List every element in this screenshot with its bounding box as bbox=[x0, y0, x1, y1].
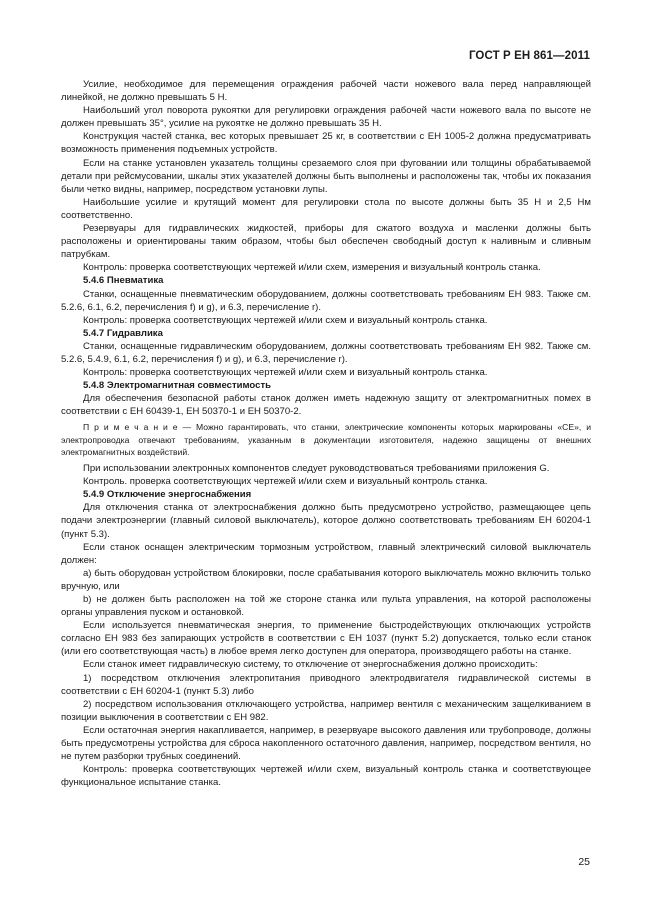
paragraph: Если станок оснащен электрическим тормозным устройством, главный электрический силовой выключатель должен: bbox=[61, 541, 591, 566]
paragraph: Контроль: проверка соответствующих чертежей и/или схем, измерения и визуальный контроль станка. bbox=[83, 262, 541, 274]
section-heading: 5.4.8 Электромагнитная совместимость bbox=[83, 380, 271, 392]
paragraph: Станки, оснащенные гидравлическим оборудованием, должны соответствовать требованиям ЕН 982. Также см. 5.2.6, 5.4.9, 6.1, 6.2, перечисления f) и g), и 6.3, перечисление r). bbox=[61, 340, 591, 365]
paragraph: Конструкция частей станка, вес которых превышает 25 кг, в соответствии с ЕН 1005-2 должна предусматривать возможность применения подъемных устройств. bbox=[61, 131, 591, 156]
paragraph: Если на станке установлен указатель толщины срезаемого слоя при фуговании или толщины обрабатываемой детали при рейсмусовании, шкалы этих указателей должны быть выполнены и расположены так, чтобы их показания были четко видны, например, посредством установки лупы. bbox=[61, 157, 591, 195]
section-heading: 5.4.6 Пневматика bbox=[83, 275, 164, 287]
note-paragraph: П р и м е ч а н и е — Можно гарантировать, что станки, электрические компоненты которых маркированы «СЕ», и электропроводка отвечают требованиям, указанным в документации изготовителя, надежно защищены от внешних электромагнитных воздействий. bbox=[61, 422, 591, 457]
paragraph: Наибольший угол поворота рукоятки для регулировки ограждения рабочей части ножевого вала по высоте не должен превышать 35°, усилие на рукоятке не должно превышать 35 Н. bbox=[61, 105, 591, 130]
section-heading: 5.4.9 Отключение энергоснабжения bbox=[83, 489, 252, 501]
paragraph: Усилие, необходимое для перемещения ограждения рабочей части ножевого вала перед направляющей линейкой, не должно превышать 5 Н. bbox=[61, 79, 591, 104]
paragraph: Наибольшие усилие и крутящий момент для регулировки стола по высоте должны быть 35 Н и 2,5 Нм соответственно. bbox=[61, 196, 591, 221]
paragraph: а) быть оборудован устройством блокировки, после срабатывания которого выключатель можно включить только вручную, или bbox=[61, 567, 591, 592]
page-number: 25 bbox=[578, 856, 590, 868]
paragraph: Если остаточная энергия накапливается, например, в резервуаре высокого давления или трубопроводе, должны быть предусмотрены устройства для сброса накопленного остаточного давления, например, посредством вентиля, но не путем разборки трубных соединений. bbox=[61, 724, 591, 763]
document-header: ГОСТ Р ЕН 861—2011 bbox=[468, 50, 590, 62]
paragraph: Контроль: проверка соответствующих чертежей и/или схем и визуальный контроль станка. bbox=[83, 314, 488, 326]
paragraph: Контроль. проверка соответствующих чертежей и/или схем и визуальный контроль станка. bbox=[83, 476, 488, 488]
paragraph: При использовании электронных компонентов следует руководствоваться требованиями приложения G. bbox=[83, 463, 550, 475]
paragraph: Резервуары для гидравлических жидкостей, приборы для сжатого воздуха и масленки должны быть расположены и ориентированы таким образом, чтобы был обеспечен свободный доступ к наливным и сливным патрубкам. bbox=[61, 223, 591, 261]
paragraph: Для обеспечения безопасной работы станок должен иметь надежную защиту от электромагнитных помех в соответствии с ЕН 60439-1, ЕН 50370-1 и ЕН 50370-2. bbox=[61, 393, 591, 418]
paragraph: Станки, оснащенные пневматическим оборудованием, должны соответствовать требованиям ЕН 983. Также см. 5.2.6, 6.1, 6.2, перечисления f) и g), и 6.3, перечисление r). bbox=[61, 288, 591, 313]
paragraph: 1) посредством отключения электропитания приводного электродвигателя гидравлической системы в соответствии с ЕН 60204-1 (пункт 5.3) либо bbox=[61, 672, 591, 697]
paragraph: b) не должен быть расположен на той же стороне станка или пульта управления, на которой расположены органы управления пуском и остановкой. bbox=[61, 593, 591, 619]
paragraph: Если используется пневматическая энергия, то применение быстродействующих отключающих устройств согласно ЕН 983 без запирающих устройств в соответствии с ЕН 1037 (пункт 5.2) допускается, только если станок (или его соответствующая часть) в любое время легко доступен для оператора, производящего работы на станке. bbox=[61, 620, 591, 658]
paragraph: 2) посредством использования отключающего устройства, например вентиля с механическим защелкиванием в позиции выключения в соответствии с ЕН 982. bbox=[61, 698, 591, 723]
document-body bbox=[61, 78, 591, 789]
paragraph: Контроль: проверка соответствующих чертежей и/или схем и визуальный контроль станка. bbox=[83, 367, 488, 379]
section-heading: 5.4.7 Гидравлика bbox=[83, 327, 163, 339]
paragraph: Контроль: проверка соответствующих чертежей и/или схем, визуальный контроль станка и соответствующее функциональное испытание станка. bbox=[61, 764, 591, 789]
paragraph: Для отключения станка от электроснабжения должно быть предусмотрено устройство, размещающее цепь подачи электроэнергии (главный силовой выключатель), которое должно соответствовать требованиям ЕН 60204-1 (пункт 5.3). bbox=[61, 502, 591, 540]
paragraph: Если станок имеет гидравлическую систему, то отключение от энергоснабжения должно происходить: bbox=[83, 659, 538, 671]
